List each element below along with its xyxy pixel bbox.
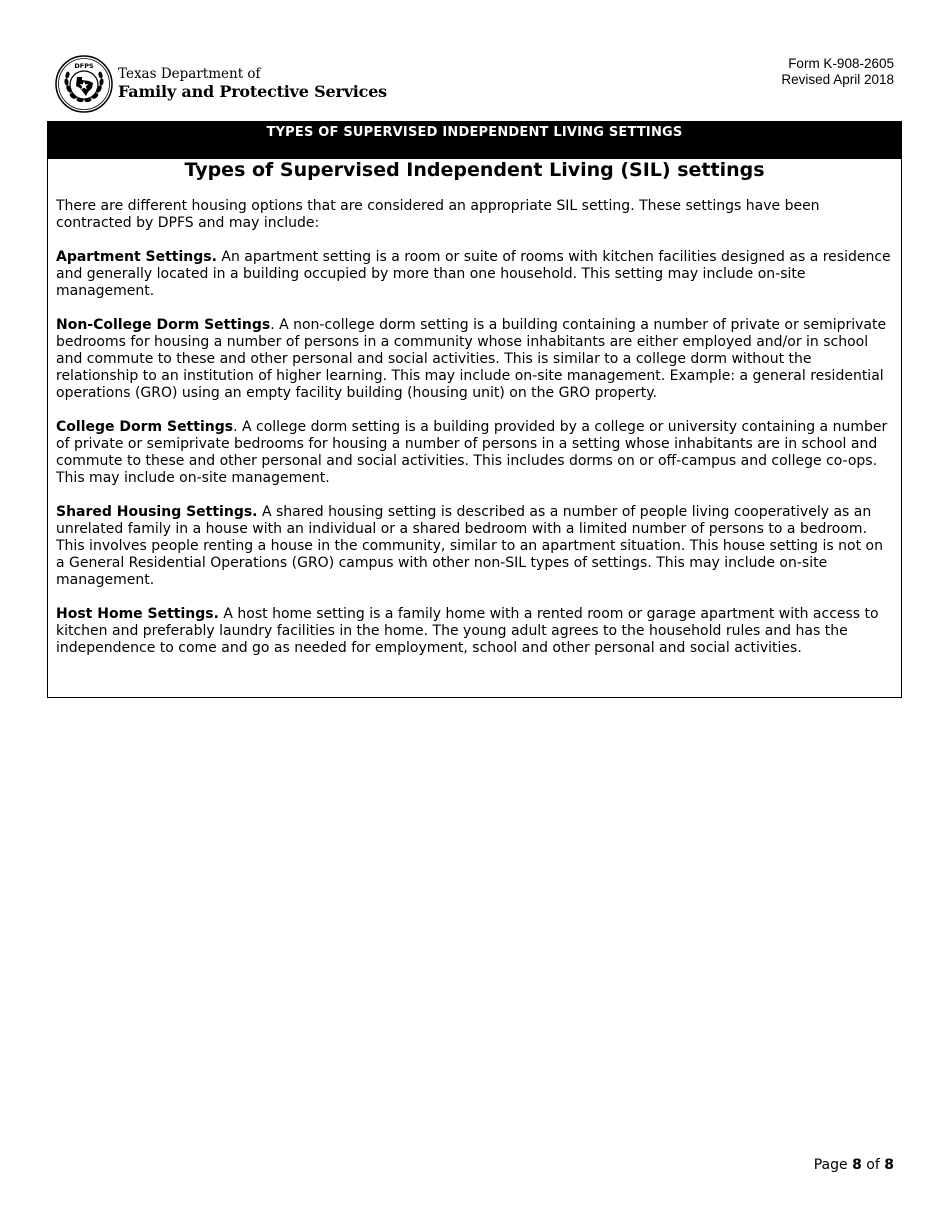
setting-text: . A college dorm setting is a building provided by a college or university containing a number of private or semiprivate bedrooms for housing a number of persons in a setting whose inhabitants are in school and commute to these and other personal and social activities. This includes dorms on or off-campus and college co-ops. This may include on-site management. [56, 419, 888, 486]
section-title: Types of Supervised Independent Living (SIL) settings [184, 159, 765, 181]
dfps-seal-logo [55, 55, 113, 113]
section-bar-title: TYPES OF SUPERVISED INDEPENDENT LIVING SETTINGS [48, 122, 901, 159]
revised-date: Revised April 2018 [781, 72, 894, 87]
setting-text: A shared housing setting is described as a number of people living cooperatively as an unrelated family in a house with an individual or a shared bedroom with a limited number of persons to a bedroom. This involves people renting a house in the community, similar to an apartment situation. This house setting is not on a General Residential Operations (GRO) campus with other non-SIL types of settings. This may include on-site management. [56, 504, 883, 588]
setting-text: An apartment setting is a room or suite of rooms with kitchen facilities designed as a residence and generally located in a building occupied by more than one household. This setting may include on-site management. [56, 249, 891, 299]
setting-name: College Dorm Settings [56, 419, 234, 435]
setting-paragraph [56, 504, 893, 589]
setting-name: Non-College Dorm Settings [56, 317, 271, 333]
setting-text: . A non-college dorm setting is a building containing a number of private or semiprivate bedrooms for housing a number of persons in a community whose inhabitants are either employed and/or in school and commute to these and other personal and social activities. This is similar to a college dorm without the relationship to an institution of higher learning. This may include on-site management. Example: a general residential operations (GRO) using an empty facility building (housing unit) on the GRO property. [56, 317, 887, 401]
intro-paragraph: There are different housing options that are considered an appropriate SIL setting. These settings have been contracted by DPFS and may include: [56, 198, 820, 231]
setting-name: Apartment Settings. [56, 249, 217, 265]
setting-name: Host Home Settings. [56, 606, 219, 622]
page-label: Page [813, 1157, 848, 1173]
setting-text: A host home setting is a family home with a rented room or garage apartment with access to kitchen and preferably laundry facilities in the home. The young adult agrees to the household rules and has the independence to come and go as needed for employment, school and other personal and social activities. [56, 606, 879, 656]
section-content [48, 198, 901, 657]
setting-paragraph [56, 419, 893, 487]
setting-paragraph [56, 606, 893, 657]
page-current: 8 [852, 1157, 862, 1173]
agency-name [118, 66, 387, 102]
page-header [0, 0, 950, 120]
setting-paragraph [56, 317, 893, 402]
agency-name-line2: Family and Protective Services [118, 82, 387, 101]
setting-paragraph [56, 249, 893, 300]
seal-text: DFPS [74, 62, 94, 70]
setting-name: Shared Housing Settings. [56, 504, 258, 520]
page-number [814, 1157, 894, 1173]
sil-settings-section [47, 121, 902, 698]
page-total: 8 [884, 1157, 894, 1173]
of-label: of [866, 1157, 880, 1173]
agency-name-line1: Texas Department of [118, 66, 261, 82]
form-meta [781, 56, 894, 88]
form-number: Form K-908-2605 [788, 56, 894, 71]
